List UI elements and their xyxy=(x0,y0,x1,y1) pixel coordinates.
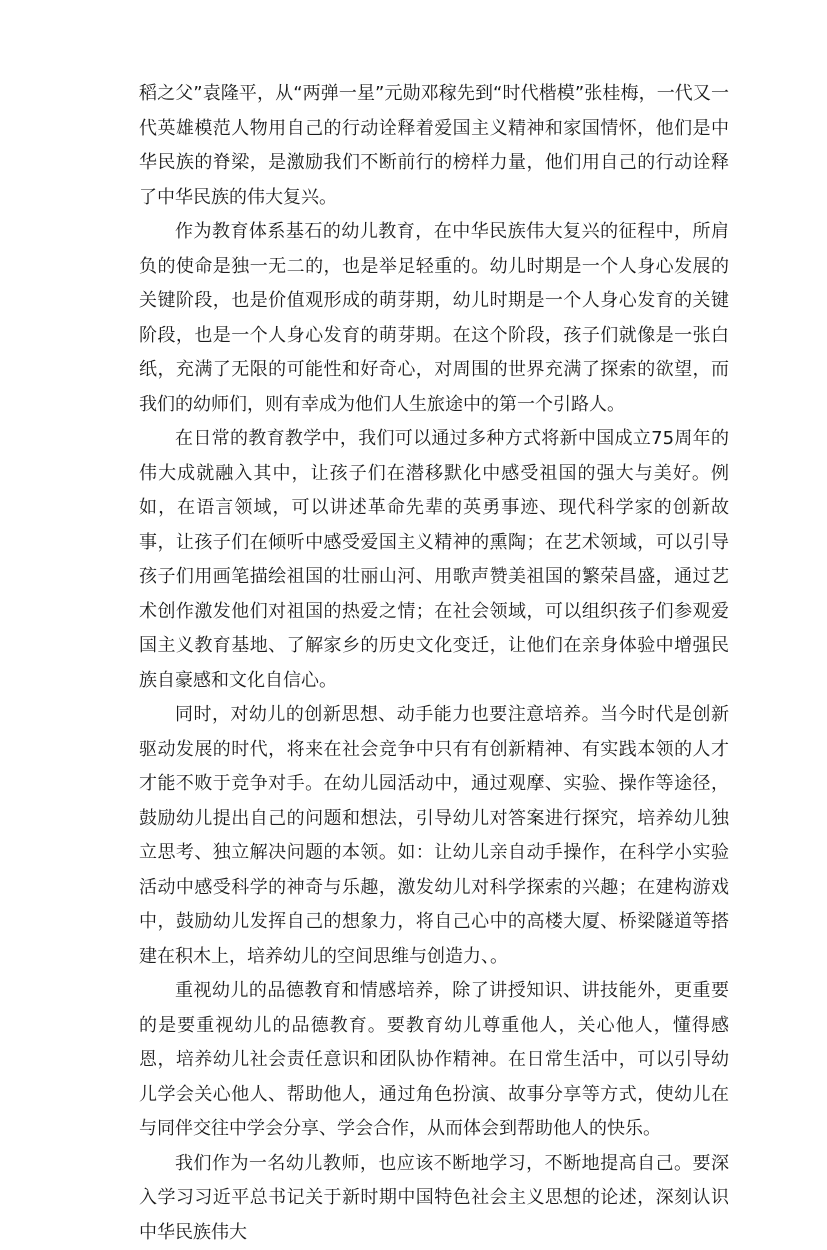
paragraph-4: 同时，对幼儿的创新思想、动手能力也要注意培养。当今时代是创新驱动发展的时代，将来在社会竞争中只有有创新精神、有实践本领的人才才能不败于竞争对手。在幼儿园活动中，通过观摩、实验、操作等途径，鼓励幼儿提出自己的问题和想法，引导幼儿对答案进行探究，培养幼儿独立思考、独立解决问题的本领。如：让幼儿亲自动手操作，在科学小实验活动中感受科学的神奇与乐趣，激发幼儿对科学探索的兴趣；在建构游戏中，鼓励幼儿发挥自己的想象力，将自己心中的高楼大厦、桥梁隧道等搭建在积木上，培养幼儿的空间思维与创造力、。 xyxy=(139,698,729,974)
paragraph-6: 我们作为一名幼儿教师，也应该不断地学习，不断地提高自己。要深入学习习近平总书记关于新时期中国特色社会主义思想的论述，深刻认识中华民族伟大 xyxy=(139,1147,729,1250)
paragraph-5: 重视幼儿的品德教育和情感培养，除了讲授知识、讲技能外，更重要的是要重视幼儿的品德教育。要教育幼儿尊重他人，关心他人，懂得感恩，培养幼儿社会责任意识和团队协作精神。在日常生活中，可以引导幼儿学会关心他人、帮助他人，通过角色扮演、故事分享等方式，使幼儿在与同伴交往中学会分享、学会合作，从而体会到帮助他人的快乐。 xyxy=(139,974,729,1147)
paragraph-2: 作为教育体系基石的幼儿教育，在中华民族伟大复兴的征程中，所肩负的使命是独一无二的，也是举足轻重的。幼儿时期是一个人身心发展的关键阶段，也是价值观形成的萌芽期，幼儿时期是一个人身心发育的关键阶段，也是一个人身心发育的萌芽期。在这个阶段，孩子们就像是一张白纸，充满了无限的可能性和好奇心，对周围的世界充满了探索的欲望，而我们的幼师们，则有幸成为他们人生旅途中的第一个引路人。 xyxy=(139,215,729,422)
document-page xyxy=(139,77,729,1250)
paragraph-1: 稻之父”袁隆平，从“两弹一星”元勋邓稼先到“时代楷模”张桂梅，一代又一代英雄模范人物用自己的行动诠释着爱国主义精神和家国情怀，他们是中华民族的脊梁，是激励我们不断前行的榜样力量，他们用自己的行动诠释了中华民族的伟大复兴。 xyxy=(139,77,729,215)
paragraph-3: 在日常的教育教学中，我们可以通过多种方式将新中国成立75周年的伟大成就融入其中，让孩子们在潜移默化中感受祖国的强大与美好。例如，在语言领域，可以讲述革命先辈的英勇事迹、现代科学家的创新故事，让孩子们在倾听中感受爱国主义精神的熏陶；在艺术领域，可以引导孩子们用画笔描绘祖国的壮丽山河、用歌声赞美祖国的繁荣昌盛，通过艺术创作激发他们对祖国的热爱之情；在社会领域，可以组织孩子们参观爱国主义教育基地、了解家乡的历史文化变迁，让他们在亲身体验中增强民族自豪感和文化自信心。 xyxy=(139,422,729,698)
